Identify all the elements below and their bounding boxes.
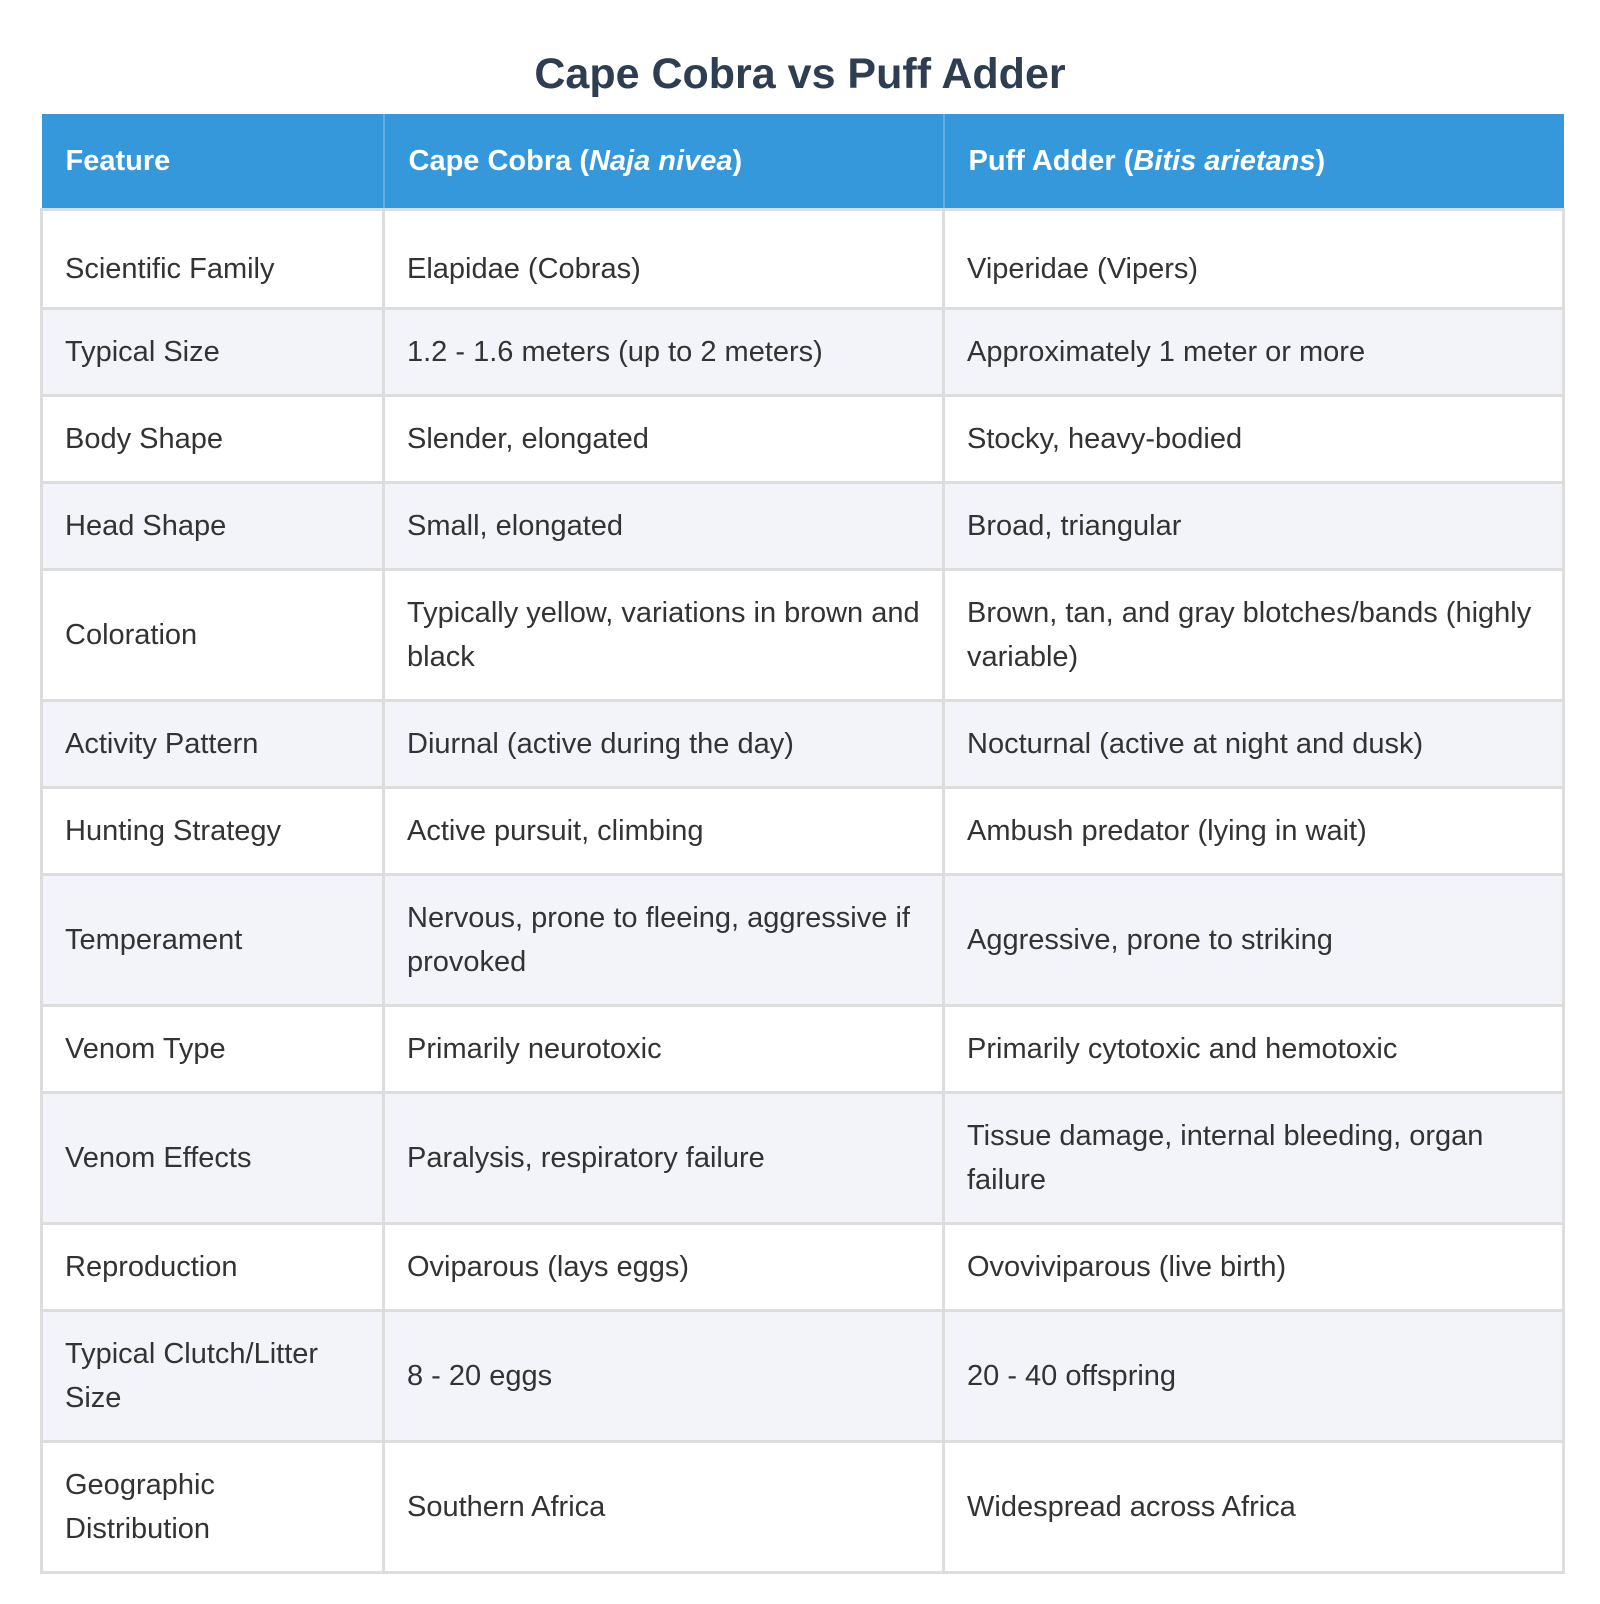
table-row [42, 1311, 1564, 1442]
cape-cobra-cell: 1.2 - 1.6 meters (up to 2 meters) [384, 309, 944, 396]
cape-cobra-cell: Oviparous (lays eggs) [384, 1224, 944, 1311]
page-title: Cape Cobra vs Puff Adder [534, 50, 1066, 98]
puff-adder-cell: Approximately 1 meter or more [944, 309, 1564, 396]
cape-cobra-cell: Active pursuit, climbing [384, 788, 944, 875]
feature-cell: Temperament [42, 875, 384, 1006]
table-body [42, 210, 1564, 1573]
feature-cell: Reproduction [42, 1224, 384, 1311]
cape-cobra-cell: Small, elongated [384, 483, 944, 570]
header-cape-cobra-close: ) [732, 144, 743, 177]
header-puff-adder [944, 114, 1564, 210]
puff-adder-cell: Primarily cytotoxic and hemotoxic [944, 1006, 1564, 1093]
table-row [42, 788, 1564, 875]
table-row [42, 483, 1564, 570]
table-header [42, 114, 1564, 210]
cape-cobra-cell: Slender, elongated [384, 396, 944, 483]
feature-cell: Scientific Family [42, 210, 384, 309]
feature-cell: Venom Type [42, 1006, 384, 1093]
table-row [42, 210, 1564, 309]
header-cape-cobra-scientific: Naja nivea [588, 144, 733, 177]
puff-adder-cell: Tissue damage, internal bleeding, organ failure [944, 1093, 1564, 1224]
comparison-table-container [40, 114, 1562, 1574]
header-feature: Feature [42, 114, 384, 210]
puff-adder-cell: Brown, tan, and gray blotches/bands (highly variable) [944, 570, 1564, 701]
feature-cell: Typical Clutch/Litter Size [42, 1311, 384, 1442]
puff-adder-cell: Aggressive, prone to striking [944, 875, 1564, 1006]
feature-cell: Activity Pattern [42, 701, 384, 788]
header-cape-cobra-name: Cape Cobra ( [408, 144, 589, 177]
table-row [42, 875, 1564, 1006]
table-row [42, 701, 1564, 788]
cape-cobra-cell: Southern Africa [384, 1442, 944, 1573]
header-puff-adder-scientific: Bitis arietans [1133, 144, 1316, 177]
table-row [42, 309, 1564, 396]
puff-adder-cell: Ambush predator (lying in wait) [944, 788, 1564, 875]
table-row [42, 1006, 1564, 1093]
feature-cell: Typical Size [42, 309, 384, 396]
cape-cobra-cell: 8 - 20 eggs [384, 1311, 944, 1442]
puff-adder-cell: Broad, triangular [944, 483, 1564, 570]
puff-adder-cell: Stocky, heavy-bodied [944, 396, 1564, 483]
puff-adder-cell: 20 - 40 offspring [944, 1311, 1564, 1442]
cape-cobra-cell: Elapidae (Cobras) [384, 210, 944, 309]
cape-cobra-cell: Typically yellow, variations in brown and black [384, 570, 944, 701]
cape-cobra-cell: Primarily neurotoxic [384, 1006, 944, 1093]
table-row [42, 1442, 1564, 1573]
feature-cell: Body Shape [42, 396, 384, 483]
puff-adder-cell: Nocturnal (active at night and dusk) [944, 701, 1564, 788]
feature-cell: Coloration [42, 570, 384, 701]
feature-cell: Geographic Distribution [42, 1442, 384, 1573]
cape-cobra-cell: Paralysis, respiratory failure [384, 1093, 944, 1224]
table-row [42, 1224, 1564, 1311]
cape-cobra-cell: Nervous, prone to fleeing, aggressive if provoked [384, 875, 944, 1006]
puff-adder-cell: Viperidae (Vipers) [944, 210, 1564, 309]
puff-adder-cell: Widespread across Africa [944, 1442, 1564, 1573]
comparison-table [40, 114, 1565, 1574]
header-puff-adder-name: Puff Adder ( [968, 144, 1134, 177]
cape-cobra-cell: Diurnal (active during the day) [384, 701, 944, 788]
header-puff-adder-close: ) [1315, 144, 1326, 177]
puff-adder-cell: Ovoviviparous (live birth) [944, 1224, 1564, 1311]
header-row [42, 114, 1564, 210]
feature-cell: Hunting Strategy [42, 788, 384, 875]
header-cape-cobra [384, 114, 944, 210]
feature-cell: Head Shape [42, 483, 384, 570]
table-row [42, 570, 1564, 701]
feature-cell: Venom Effects [42, 1093, 384, 1224]
table-row [42, 1093, 1564, 1224]
table-row [42, 396, 1564, 483]
